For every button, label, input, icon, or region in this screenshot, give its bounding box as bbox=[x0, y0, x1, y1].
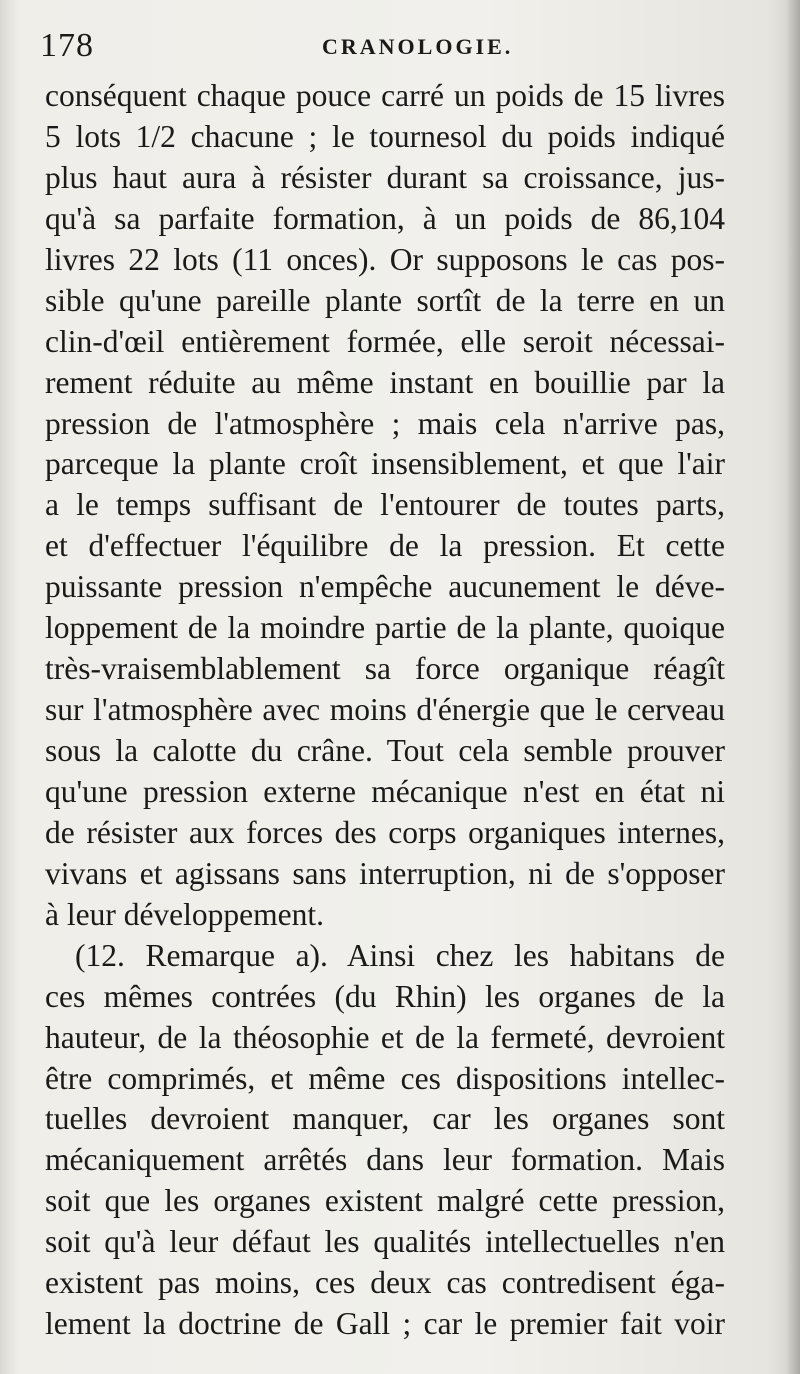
text-line: 5 lots 1/2 chacune ; le tournesol du poids indiqué bbox=[45, 118, 725, 154]
text-line: hauteur, de la théosophie et de la fermeté, devroient bbox=[45, 1019, 725, 1055]
text-line: sur l'atmosphère avec moins d'énergie que le cerveau bbox=[45, 692, 725, 728]
page-number: 178 bbox=[40, 27, 94, 64]
text-line: livres 22 lots (11 onces). Or supposons le cas pos- bbox=[45, 241, 725, 277]
text-line: soit que les organes existent malgré cette pression, bbox=[45, 1183, 725, 1219]
text-line: qu'une pression externe mécanique n'est en état ni bbox=[45, 773, 725, 809]
text-line: très-vraisemblablement sa force organique réagît bbox=[45, 651, 725, 687]
page-edge-shadow bbox=[786, 0, 800, 1374]
paragraph-last-line: à leur développement. bbox=[45, 896, 325, 932]
text-line: parceque la plante croît insensiblement, et que l'air bbox=[45, 446, 725, 482]
text-line: sous la calotte du crâne. Tout cela semble prouver bbox=[45, 733, 725, 768]
running-head: CRANOLOGIE. bbox=[322, 34, 514, 59]
text-line: rement réduite au même instant en bouillie par la bbox=[45, 364, 725, 400]
text-line: ces mêmes contrées (du Rhin) les organes de la bbox=[45, 978, 725, 1014]
text-line: conséquent chaque pouce carré un poids de 15 livres bbox=[45, 78, 725, 113]
page-header bbox=[40, 22, 740, 70]
body-text bbox=[45, 76, 725, 1345]
text-line: tuelles devroient manquer, car les organes sont bbox=[45, 1101, 725, 1137]
text-line: clin-d'œil entièrement formée, elle seroit nécessai- bbox=[45, 323, 725, 359]
text-line: vivans et agissans sans interruption, ni de s'opposer bbox=[45, 855, 725, 891]
text-line: sible qu'une pareille plante sortît de la terre en un bbox=[45, 282, 725, 318]
text-line: plus haut aura à résister durant sa croissance, jus- bbox=[45, 159, 725, 195]
text-line: lement la doctrine de Gall ; car le premier fait voir bbox=[45, 1306, 725, 1342]
text-line: mécaniquement arrêtés dans leur formation. Mais bbox=[45, 1142, 725, 1178]
text-line: qu'à sa parfaite formation, à un poids de 86,104 bbox=[45, 200, 725, 236]
text-line: existent pas moins, ces deux cas contredisent éga- bbox=[45, 1265, 725, 1301]
paragraph-first-line: (12. Remarque a). Ainsi chez les habitans de bbox=[75, 937, 725, 973]
text-line: pression de l'atmosphère ; mais cela n'arrive pas, bbox=[45, 405, 725, 441]
text-line: a le temps suffisant de l'entourer de toutes parts, bbox=[45, 487, 725, 523]
text-line: soit qu'à leur défaut les qualités intellectuelles n'en bbox=[45, 1224, 725, 1260]
text-line: puissante pression n'empêche aucunement le déve- bbox=[45, 569, 725, 605]
text-line: et d'effectuer l'équilibre de la pression. Et cette bbox=[45, 528, 725, 564]
text-line: loppement de la moindre partie de la plante, quoique bbox=[45, 610, 725, 646]
text-line: être comprimés, et même ces dispositions intellec- bbox=[45, 1060, 725, 1096]
text-line: de résister aux forces des corps organiques internes, bbox=[45, 814, 725, 850]
